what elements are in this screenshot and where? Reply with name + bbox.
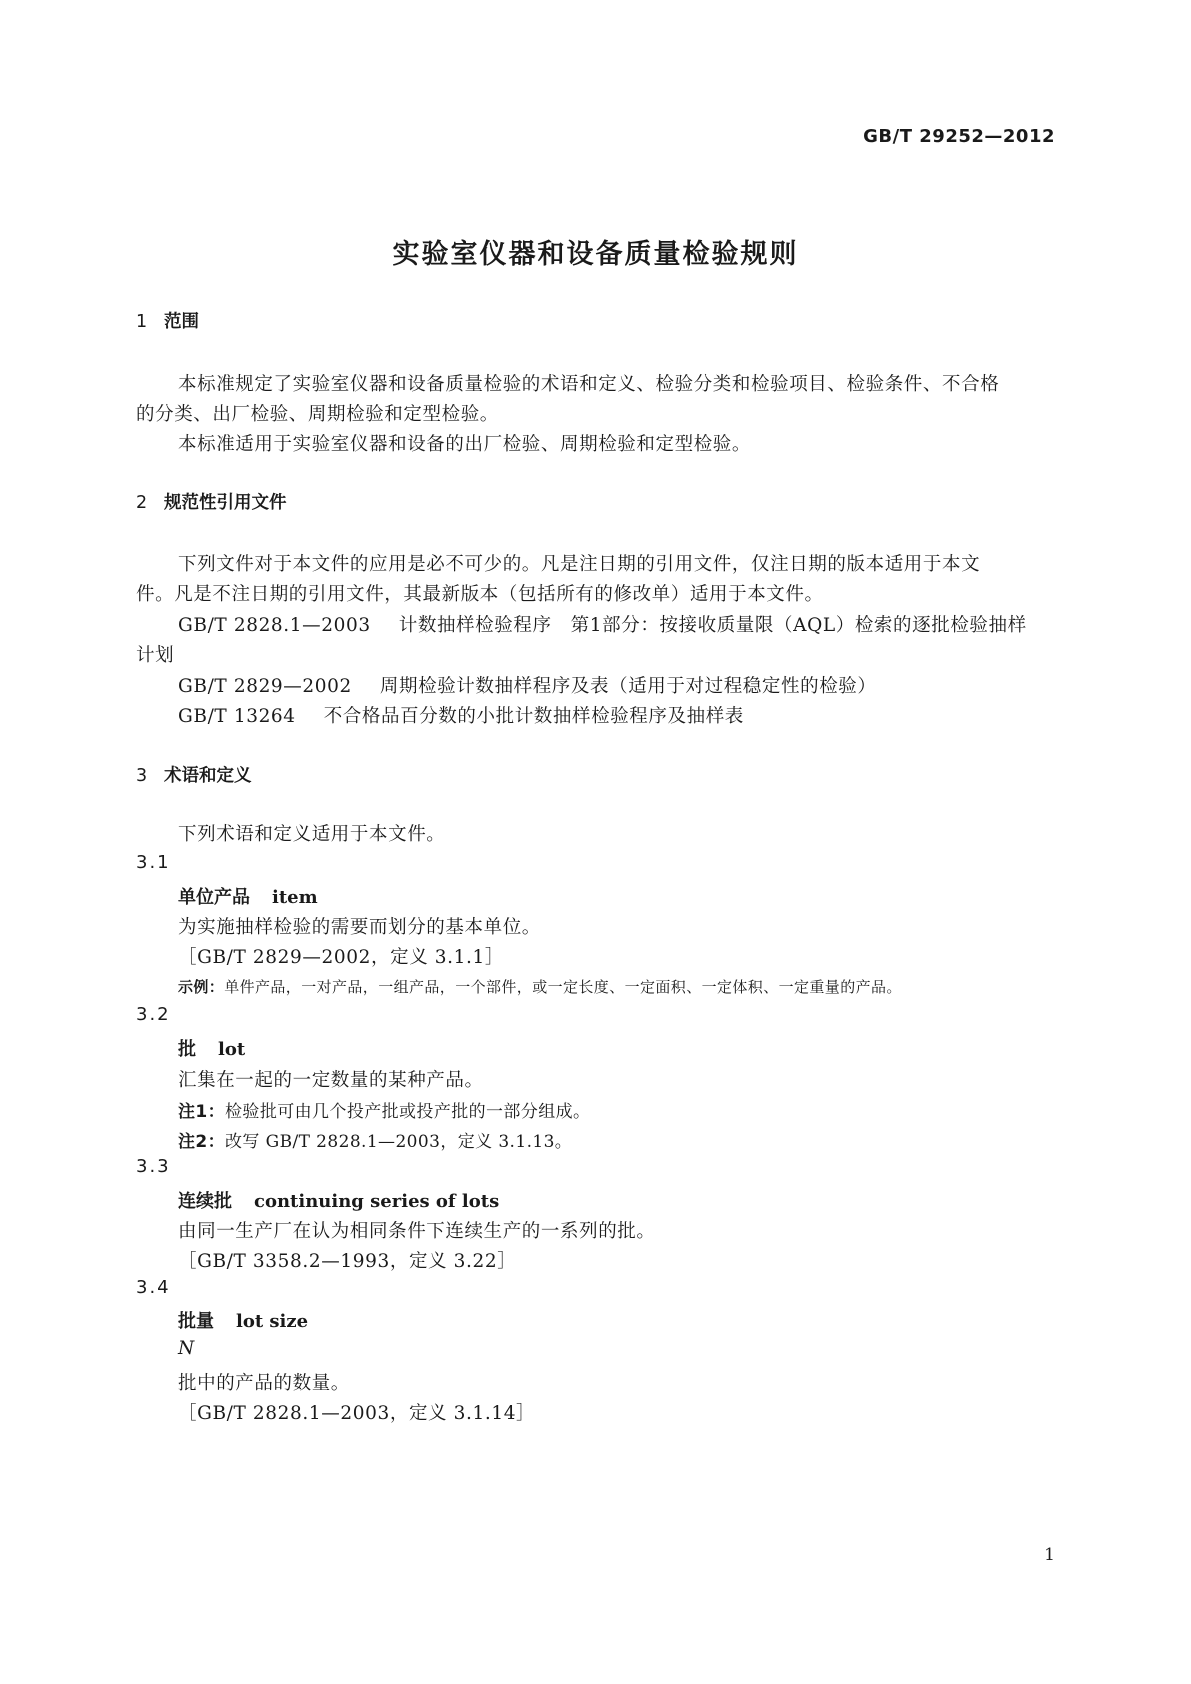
reference-item	[178, 611, 1027, 637]
reference-item	[178, 672, 877, 698]
reference-code: GB/T 2828.1—2003	[178, 615, 371, 636]
clause-number: 3.3	[136, 1156, 171, 1177]
term-zh: 批量	[178, 1311, 214, 1332]
reference-continuation: 计划	[136, 645, 175, 666]
section-number: 2	[136, 493, 148, 513]
example-label: 示例：	[178, 978, 225, 996]
term-en: lot size	[236, 1311, 309, 1332]
section-1-heading	[136, 308, 199, 333]
section-3-heading	[136, 762, 252, 787]
term-zh: 批	[178, 1039, 196, 1060]
document-number: GB/T 29252—2012	[863, 126, 1055, 147]
section-number: 3	[136, 766, 148, 786]
document-title: 实验室仪器和设备质量检验规则	[392, 239, 799, 270]
term-definition: 汇集在一起的一定数量的某种产品。	[178, 1070, 484, 1091]
term-en: continuing series of lots	[254, 1191, 500, 1212]
paragraph-line: 本标准规定了实验室仪器和设备质量检验的术语和定义、检验分类和检验项目、检验条件、不合格	[178, 374, 1000, 395]
paragraph-line: 件。凡是不注日期的引用文件，其最新版本（包括所有的修改单）适用于本文件。	[136, 584, 824, 605]
term-definition: 由同一生产厂在认为相同条件下连续生产的一系列的批。	[178, 1221, 656, 1242]
term-heading	[178, 1035, 245, 1061]
page-number: 1	[1044, 1545, 1055, 1565]
reference-title: 不合格品百分数的小批计数抽样检验程序及抽样表	[323, 706, 744, 727]
note-label: 注2：	[178, 1132, 226, 1152]
section-number: 1	[136, 312, 148, 332]
paragraph-line: 下列文件对于本文件的应用是必不可少的。凡是注日期的引用文件，仅注日期的版本适用于本文	[178, 554, 981, 575]
term-zh: 连续批	[178, 1191, 232, 1212]
term-heading	[178, 883, 318, 909]
section-title: 术语和定义	[164, 766, 252, 786]
reference-code: GB/T 13264	[178, 706, 296, 727]
paragraph-line: 下列术语和定义适用于本文件。	[178, 824, 446, 845]
term-heading	[178, 1307, 308, 1333]
term-definition: 批中的产品的数量。	[178, 1373, 350, 1394]
term-en: item	[272, 887, 318, 908]
term-source: ［GB/T 3358.2—1993，定义 3.22］	[178, 1251, 517, 1272]
term-note	[178, 1097, 590, 1122]
section-title: 范围	[164, 312, 199, 332]
reference-title: 计数抽样检验程序 第1部分：按接收质量限（AQL）检索的逐批检验抽样	[398, 615, 1027, 636]
term-en: lot	[218, 1039, 246, 1060]
clause-number: 3.2	[136, 1004, 171, 1025]
term-source: ［GB/T 2829—2002，定义 3.1.1］	[178, 947, 504, 968]
section-2-heading	[136, 489, 287, 514]
reference-item	[178, 702, 744, 728]
clause-number: 3.1	[136, 852, 171, 873]
term-definition: 为实施抽样检验的需要而划分的基本单位。	[178, 917, 541, 938]
paragraph-line: 本标准适用于实验室仪器和设备的出厂检验、周期检验和定型检验。	[178, 434, 752, 455]
note-text: 检验批可由几个投产批或投产批的一部分组成。	[225, 1102, 591, 1122]
paragraph-line: 的分类、出厂检验、周期检验和定型检验。	[136, 404, 499, 425]
term-example	[178, 976, 902, 997]
term-heading	[178, 1187, 499, 1213]
term-zh: 单位产品	[178, 887, 250, 908]
clause-number: 3.4	[136, 1277, 171, 1298]
note-text: 改写 GB/T 2828.1—2003，定义 3.1.13。	[225, 1132, 573, 1152]
note-label: 注1：	[178, 1102, 226, 1122]
reference-code: GB/T 2829—2002	[178, 676, 352, 697]
term-symbol: N	[178, 1338, 195, 1359]
term-source: ［GB/T 2828.1—2003，定义 3.1.14］	[178, 1403, 536, 1424]
reference-title: 周期检验计数抽样程序及表（适用于对过程稳定性的检验）	[379, 676, 877, 697]
term-note	[178, 1127, 572, 1152]
example-text: 单件产品，一对产品，一组产品，一个部件，或一定长度、一定面积、一定体积、一定重量的产品。	[224, 978, 902, 996]
section-title: 规范性引用文件	[164, 493, 287, 513]
